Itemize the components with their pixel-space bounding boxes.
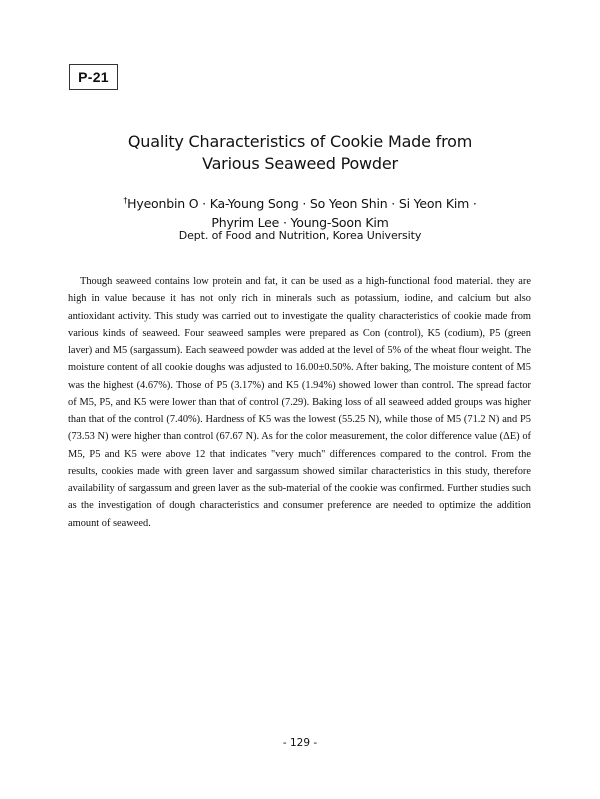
affiliation: Dept. of Food and Nutrition, Korea University (178, 229, 422, 242)
author-list (0, 191, 600, 232)
authors-line-2: Phyrim Lee · Young-Soon Kim (211, 215, 389, 230)
abstract-body: Though seaweed contains low protein and fat, it can be used as a high-functional food material. they are high in value because it has not only rich in minerals such as potassium, iodine, and calcium but also antioxidant activity. This study was carried out to investigate the quality characteristics of cookie made from various kinds of seaweed. Four seaweed samples were prepared as Con (control), K5 (codium), P5 (green laver) and M5 (sargassum). Each seaweed powder was added at the level of 5% of the wheat flour weight. The moisture content of all cookie doughs was adjusted to 16.00±0.50%. After baking, The moisture content of M5 was the highest (4.67%). Those of P5 (3.17%) and K5 (1.94%) showed lower than control. The spread factor of M5, P5, and K5 were lower than that of control (7.29). Baking loss of all seaweed added groups was higher than that of the control (7.40%). Hardness of K5 was the lowest (55.25 N), while those of M5 (71.2 N) and P5 (73.53 N) were higher than control (67.67 N). As for the color measurement, the color difference value (ΔE) of M5, P5 and K5 were above 12 that indicates "very much" differences compared to the control. From the results, cookies made with green laver and sargassum showed similar characteristics in this study, therefore availability of sargassum and green laver as the sub-material of the cookie was confirmed. Further studies such as the investigation of dough characteristics and consumer preference are needed to optimize the addition amount of seaweed. (68, 276, 531, 529)
poster-number-tag: P-21 (69, 64, 118, 90)
authors-line-1-text: Hyeonbin O · Ka-Young Song · So Yeon Shin · Si Yeon Kim · (127, 196, 477, 211)
title-line-1: Quality Characteristics of Cookie Made from (127, 132, 473, 151)
corresponding-author-mark: † (123, 196, 128, 205)
title-line-2: Various Seaweed Powder (202, 154, 398, 173)
paper-title (0, 131, 600, 175)
page-number: - 129 - (282, 737, 318, 749)
authors-line-1 (0, 191, 600, 213)
